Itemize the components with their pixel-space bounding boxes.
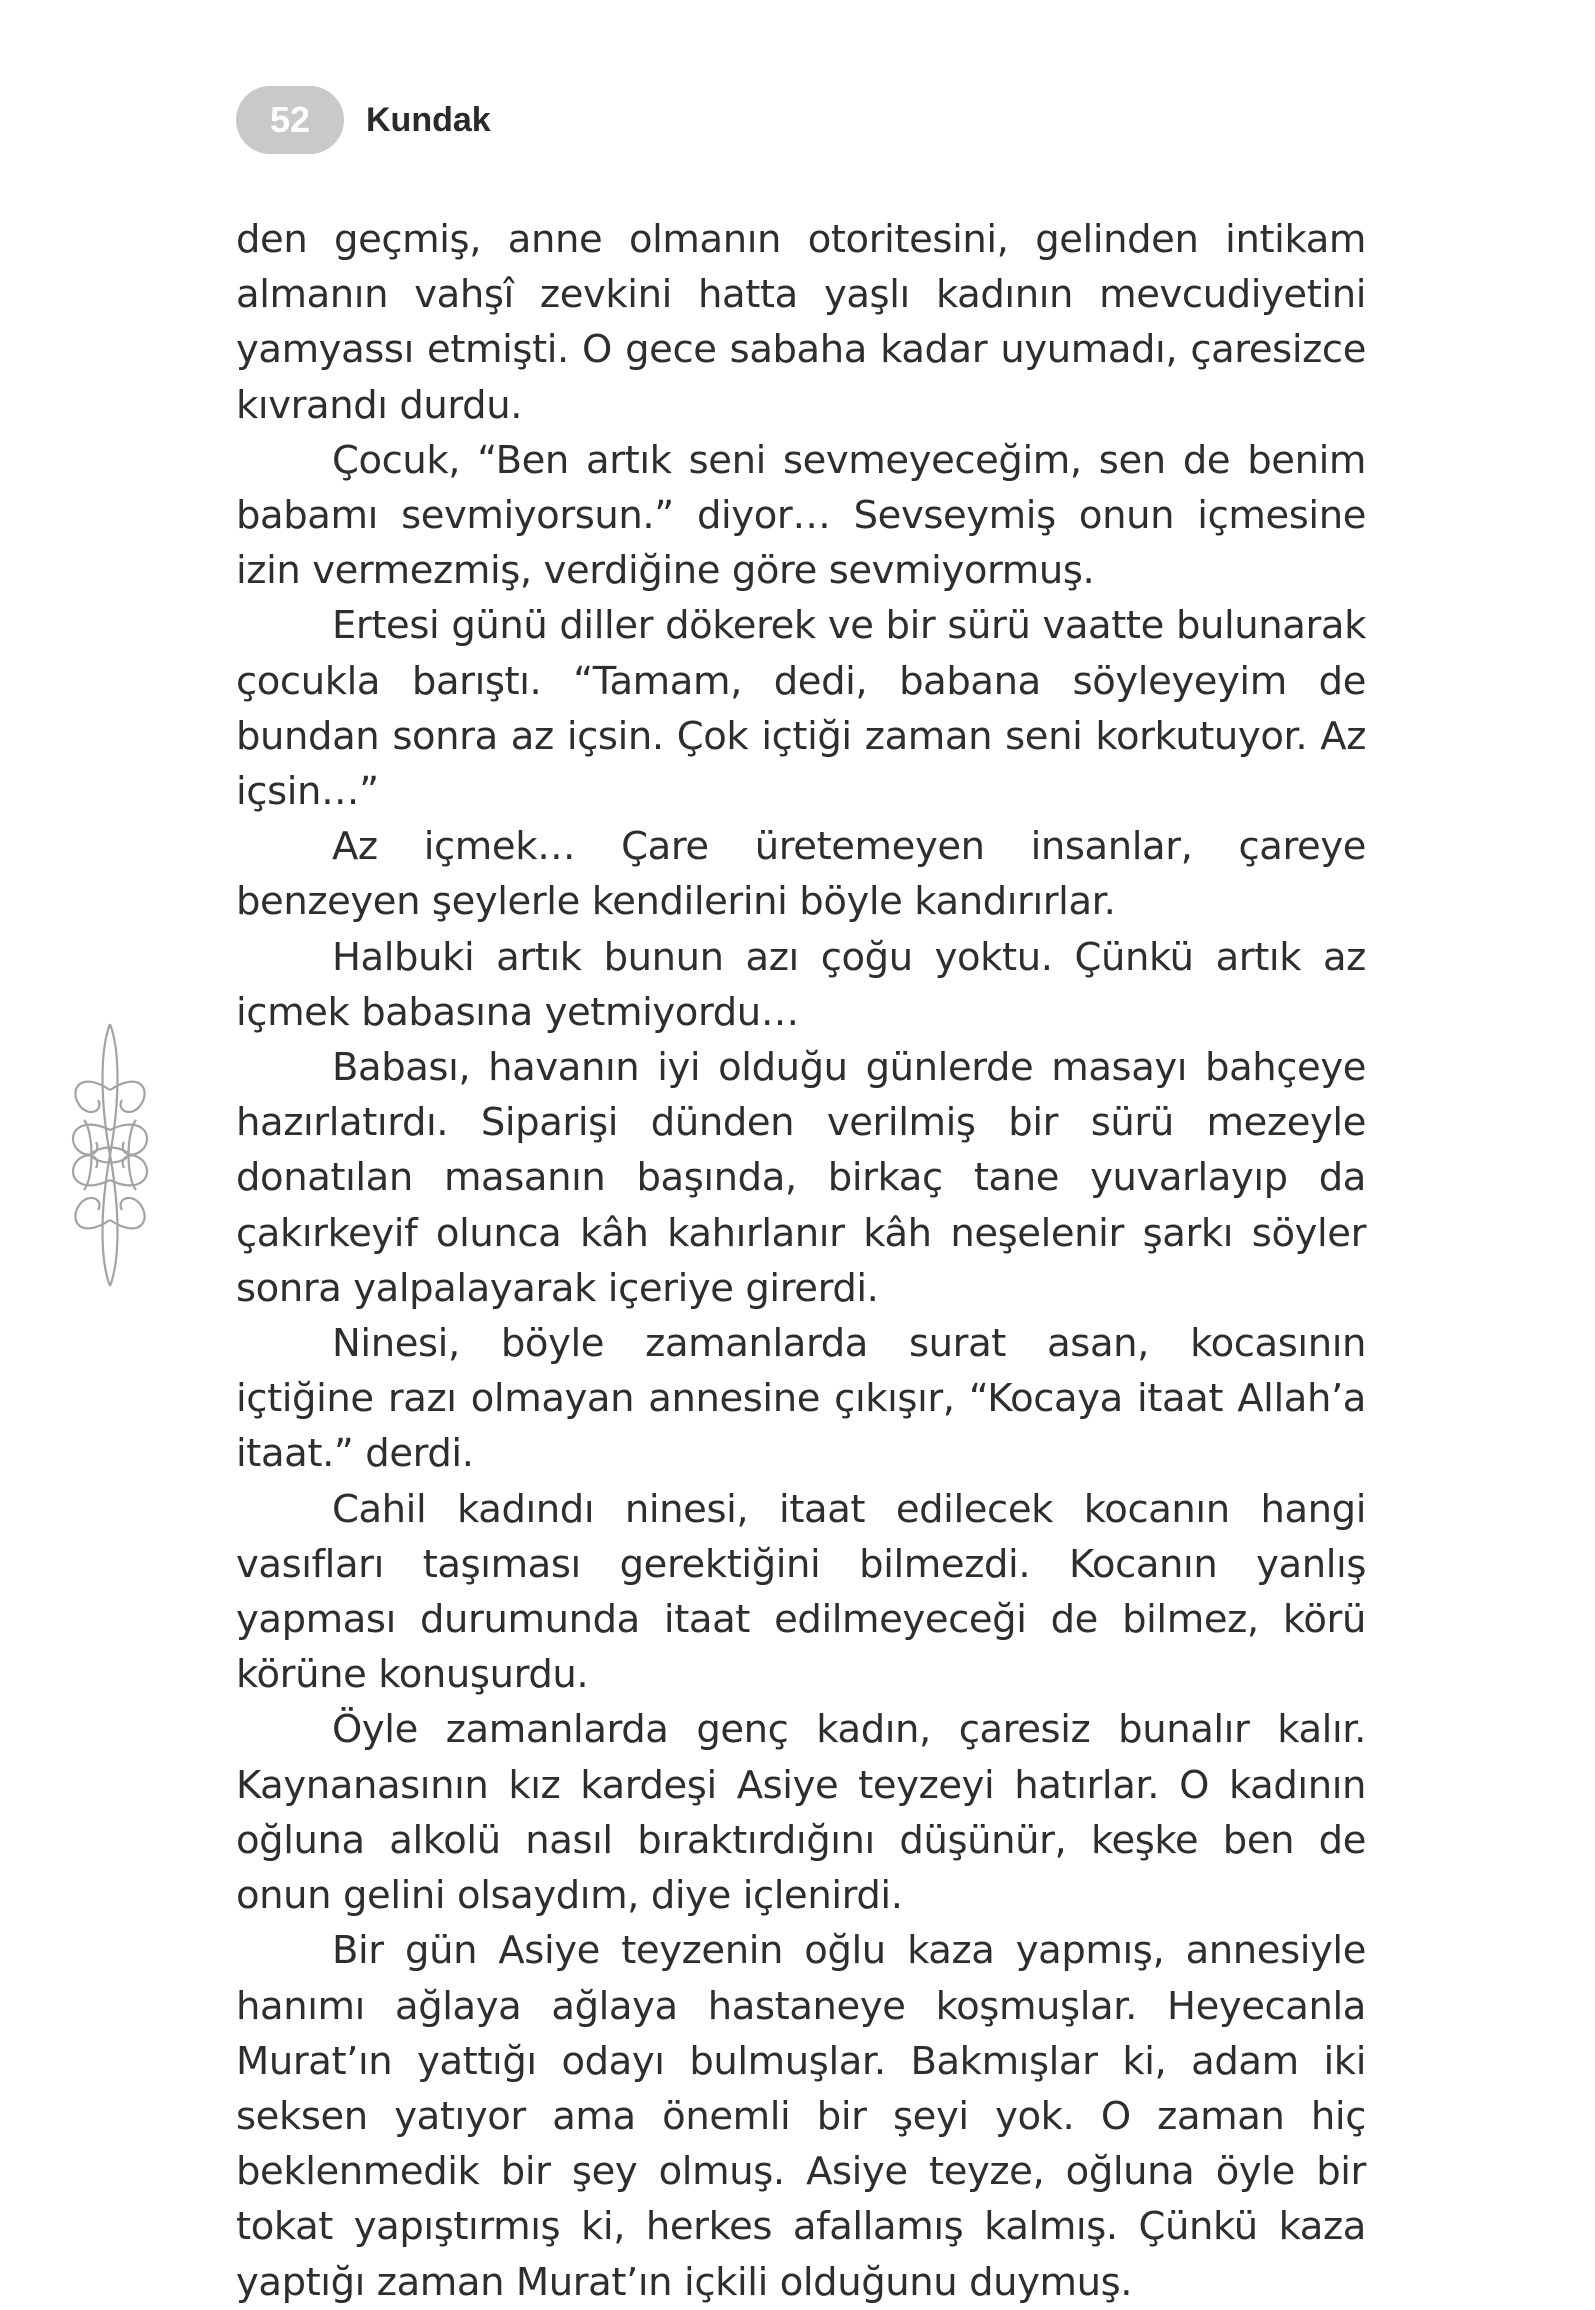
paragraph: Halbuki artık bunun azı çoğu yoktu. Çünkü artık az içmek babasına yetmiyordu…: [236, 934, 1366, 1035]
paragraph: Babası, havanın iyi olduğu günlerde masayı bahçeye hazırlatırdı. Siparişi dünden verilmiş bir sürü mezeyle donatılan masanın başında, birkaç tane yuvarlayıp da çakırkeyif olunca kâh kahırlanır kâh neşelenir şarkı söyler sonra yalpalayarak içeriye girerdi.: [236, 1045, 1366, 1311]
paragraph: Bir gün Asiye teyzenin oğlu kaza yapmış, annesiyle hanımı ağlaya ağlaya hastaneye koşmuşlar. Heyecanla Murat’ın yattığı odayı bulmuşlar. Bakmışlar ki, adam iki seksen yatıyor ama önemli bir şeyi yok. O zaman hiç beklenmedik bir şey olmuş. Asiye teyze, oğluna öyle bir tokat yapıştırmış ki, herkes afallamış kalmış. Çünkü kaza yaptığı zaman Murat’ın içkili olduğunu duymuş.: [236, 1928, 1366, 2305]
paragraph: Ertesi günü diller dökerek ve bir sürü vaatte bulunarak çocukla barıştı. “Tamam, dedi, babana söyleyeyim de bundan sonra az içsin. Çok içtiği zaman seni korkutuyor. Az içsin…”: [236, 603, 1366, 815]
body-text: [236, 212, 1366, 2310]
paragraph: Ninesi, böyle zamanlarda surat asan, kocasının içtiğine razı olmayan annesine çıkışır, “Kocaya itaat Allah’a itaat.” derdi.: [236, 1321, 1366, 1477]
ornamental-flourish-icon: [60, 1020, 160, 1290]
paragraph: den geçmiş, anne olmanın otoritesini, gelinden intikam almanın vahşî zevkini hatta yaşlı kadının mevcudiyetini yamyassı etmişti. O gece sabaha kadar uyumadı, çaresizce kıvrandı durdu.: [236, 217, 1366, 428]
paragraph: Çocuk, “Ben artık seni sevmeyeceğim, sen de benim babamı sevmiyorsun.” diyor… Sevseymiş onun içmesine izin vermezmiş, verdiğine göre sevmiyormuş.: [236, 437, 1366, 594]
page-number-badge: 52: [236, 86, 344, 154]
paragraph: Öyle zamanlarda genç kadın, çaresiz bunalır kalır. Kaynanasının kız kardeşi Asiye teyzeyi hatırlar. O kadının oğluna alkolü nasıl bıraktırdığını düşünür, keşke ben de onun gelini olsaydım, diye içlenirdi.: [236, 1707, 1366, 1919]
running-title: Kundak: [366, 100, 491, 139]
paragraph: Cahil kadındı ninesi, itaat edilecek kocanın hangi vasıfları taşıması gerektiğini bilmezdi. Kocanın yanlış yapması durumunda itaat edilmeyeceği de bilmez, körü körüne konuşurdu.: [236, 1486, 1366, 1698]
page-header: [236, 86, 491, 154]
paragraph: Az içmek… Çare üretemeyen insanlar, çareye benzeyen şeylerle kendilerini böyle kandırırlar.: [236, 824, 1366, 925]
